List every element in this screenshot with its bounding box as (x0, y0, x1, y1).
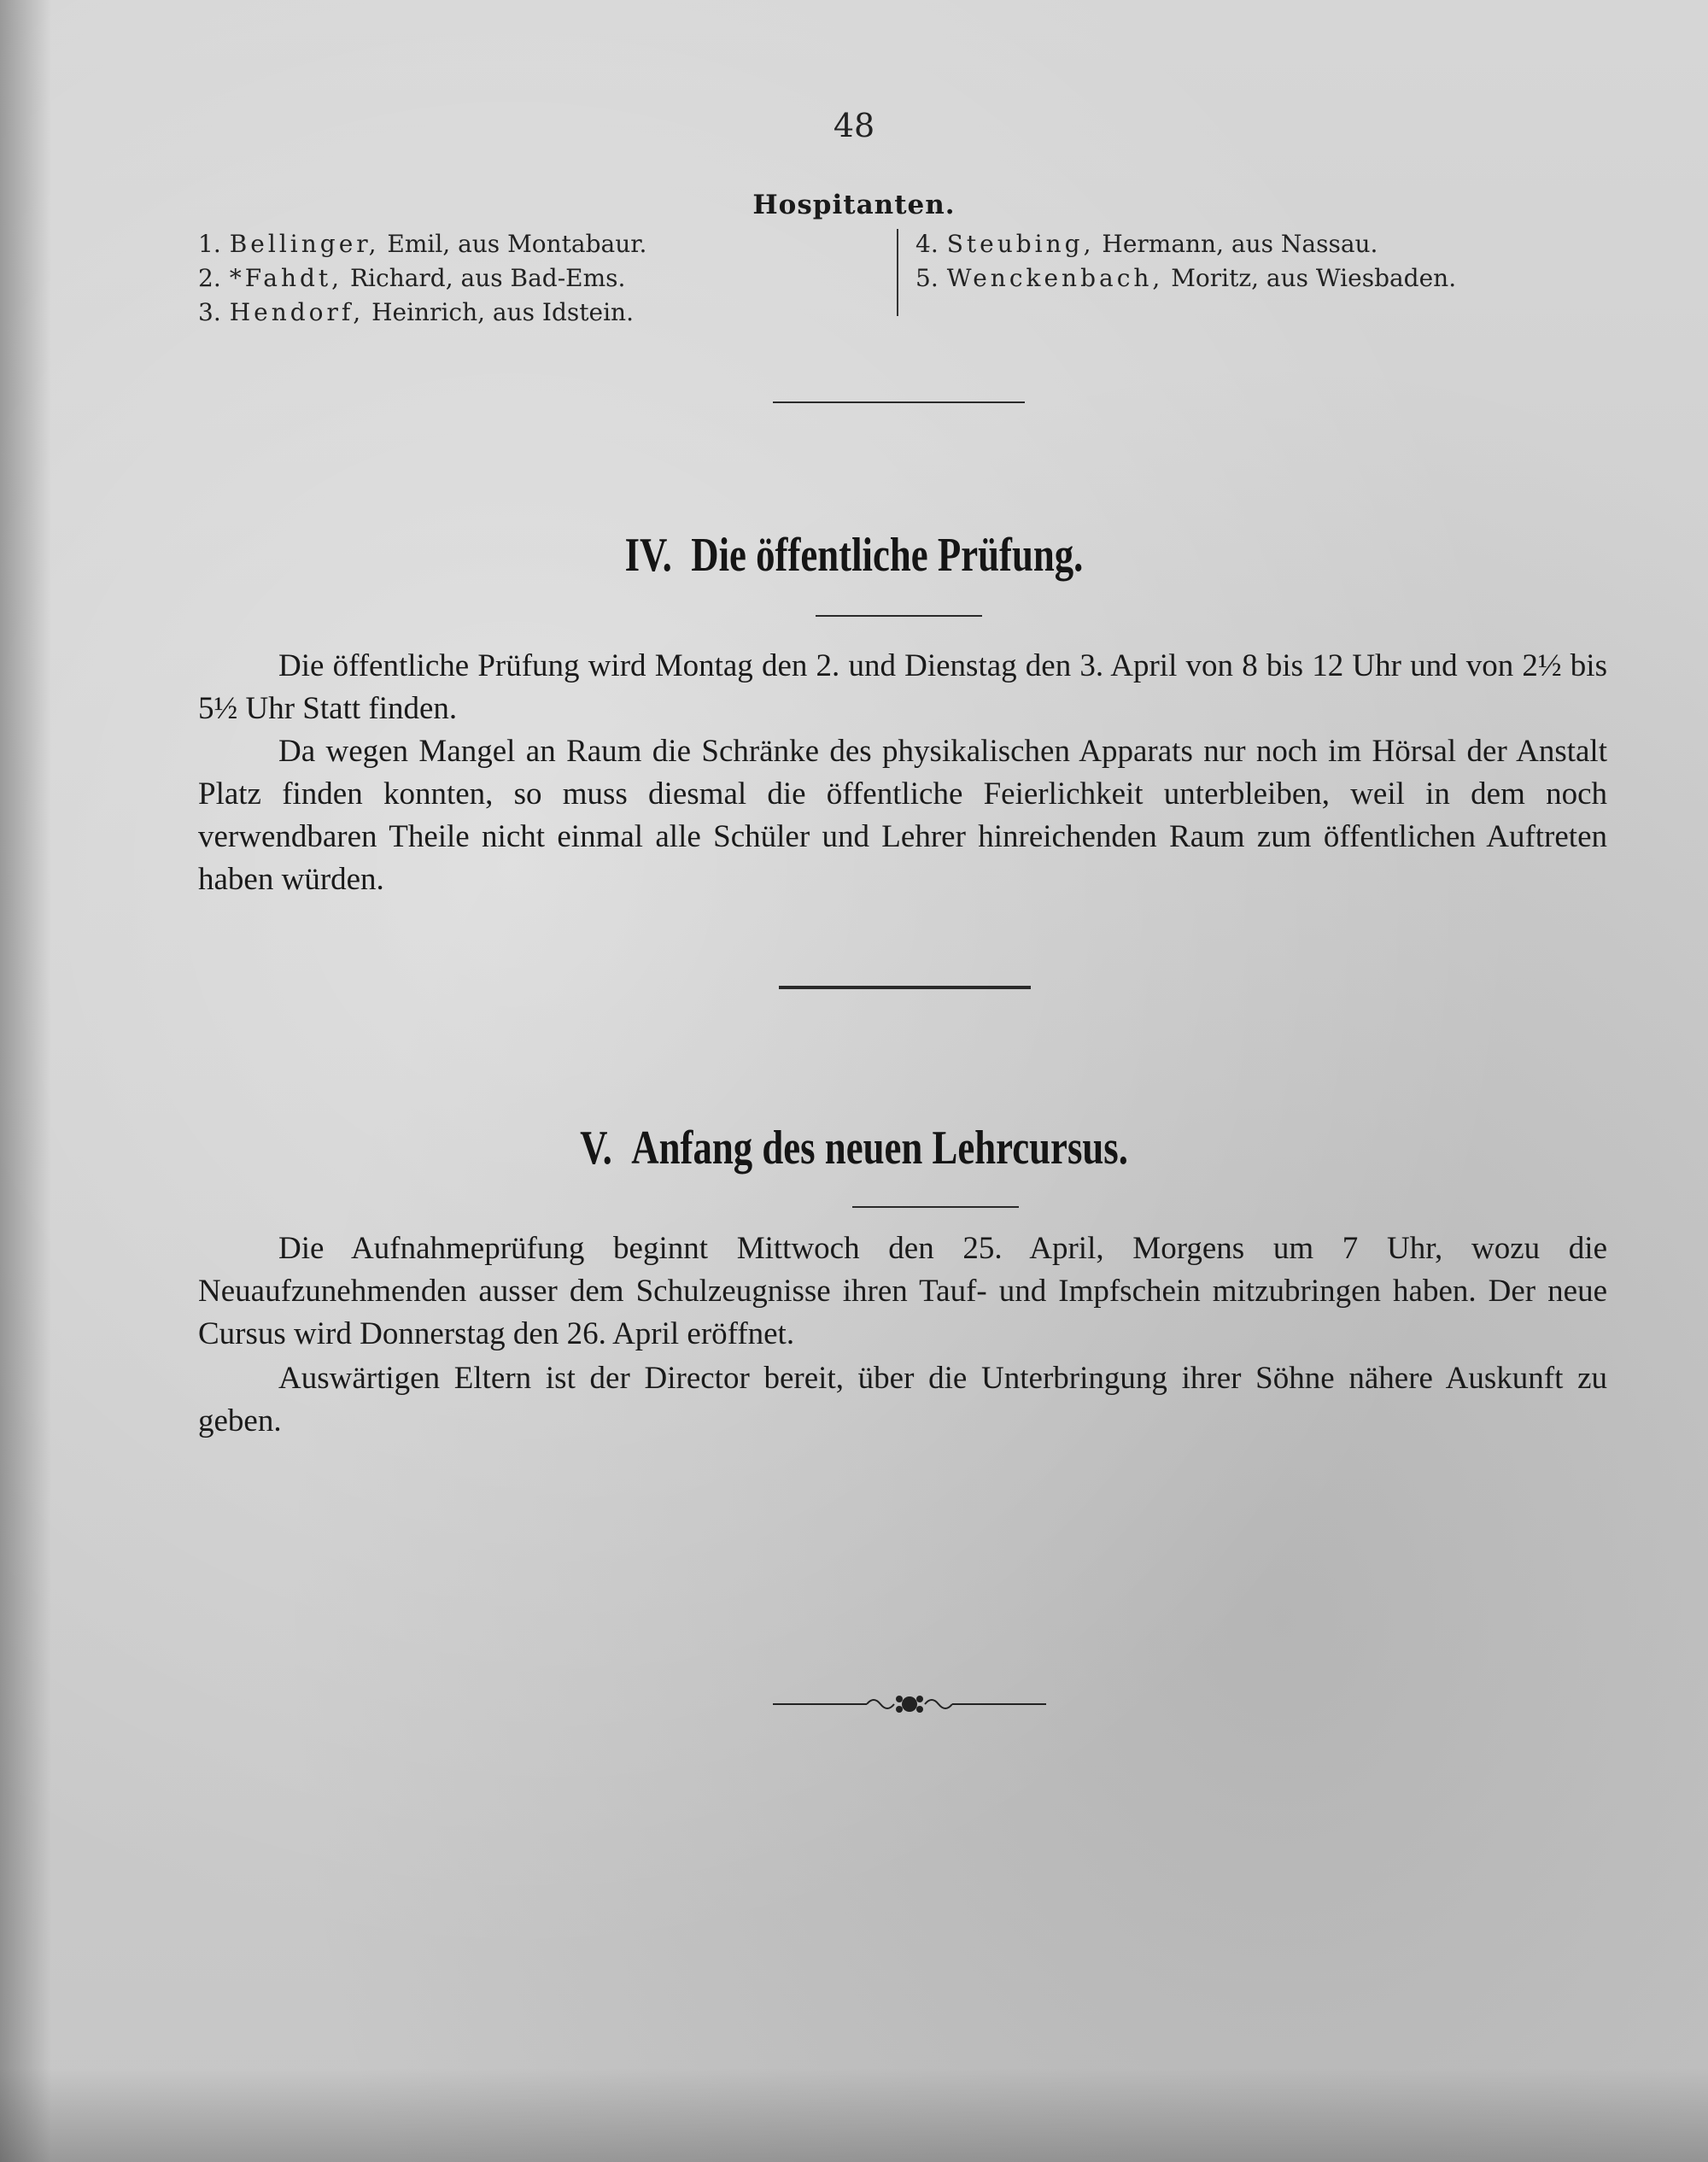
section-v-heading (171, 1121, 1537, 1175)
paragraph: Da wegen Mangel an Raum die Schränke des physikalischen Apparats nur noch im Hörsal der Anstalt Platz finden konnten, so muss diesmal die öffentliche Feierlichkeit unterbleiben, weil in dem noch verwendbaren Theile nicht einmal alle Schüler und Lehrer hinreichenden Raum zum öffentlichen Auftreten haben würden. (198, 734, 1607, 897)
list-item (198, 296, 881, 330)
item-number: 4. (915, 230, 939, 258)
section-title: Anfang des neuen Lehrcursus. (631, 1122, 1128, 1175)
section-numeral: V. (580, 1122, 612, 1175)
item-surname: Steubing, (946, 230, 1095, 258)
list-item (198, 261, 881, 296)
page-edge-shadow (0, 0, 51, 2162)
section-title: Die öffentliche Prüfung. (691, 529, 1084, 582)
ornament-flourish-icon (773, 1687, 1046, 1721)
item-number: 2. (198, 264, 221, 292)
list-item (198, 227, 881, 261)
list-item (915, 227, 1599, 261)
heading-underline-rule (852, 1206, 1019, 1208)
item-surname: Wenckenbach, (946, 264, 1164, 292)
hospitanten-list-left (198, 227, 881, 330)
item-surname: *Fahdt, (229, 264, 343, 292)
item-details: Heinrich, aus Idstein. (371, 298, 634, 326)
item-details: Moritz, aus Wiesbaden. (1171, 264, 1457, 292)
item-surname: Hendorf, (229, 298, 365, 326)
list-item (915, 261, 1599, 296)
item-details: Richard, aus Bad-Ems. (349, 264, 626, 292)
item-number: 1. (198, 230, 221, 258)
section-divider-rule (773, 401, 1025, 403)
section-divider-rule (779, 986, 1031, 989)
item-number: 3. (198, 298, 221, 326)
heading-underline-rule (816, 615, 982, 617)
hospitanten-heading: Hospitanten. (752, 190, 956, 220)
paragraph: Die öffentliche Prüfung wird Montag den 2. und Dienstag den 3. April von 8 bis 12 Uhr und von 2½ bis 5½ Uhr Statt finden. (198, 648, 1607, 726)
item-details: Hermann, aus Nassau. (1102, 230, 1378, 258)
column-divider (897, 229, 898, 316)
paragraph: Die Aufnahmeprüfung beginnt Mittwoch den 25. April, Morgens um 7 Uhr, wozu die Neuaufzunehmenden ausser dem Schulzeugnisse ihren Tauf- und Impfschein mitzubringen haben. Der neue Cursus wird Donnerstag den 26. April eröffnet. (198, 1231, 1607, 1351)
page-number: 48 (833, 107, 875, 144)
hospitanten-list-right (915, 227, 1599, 296)
paragraph: Auswärtigen Eltern ist der Director bereit, über die Unterbringung ihrer Söhne nähere Auskunft zu geben. (198, 1361, 1607, 1438)
section-iv-heading (171, 528, 1537, 583)
section-numeral: IV. (624, 529, 672, 582)
page-bottom-shadow (0, 2068, 1708, 2162)
item-details: Emil, aus Montabaur. (387, 230, 647, 258)
item-number: 5. (915, 264, 939, 292)
item-surname: Bellinger, (229, 230, 380, 258)
